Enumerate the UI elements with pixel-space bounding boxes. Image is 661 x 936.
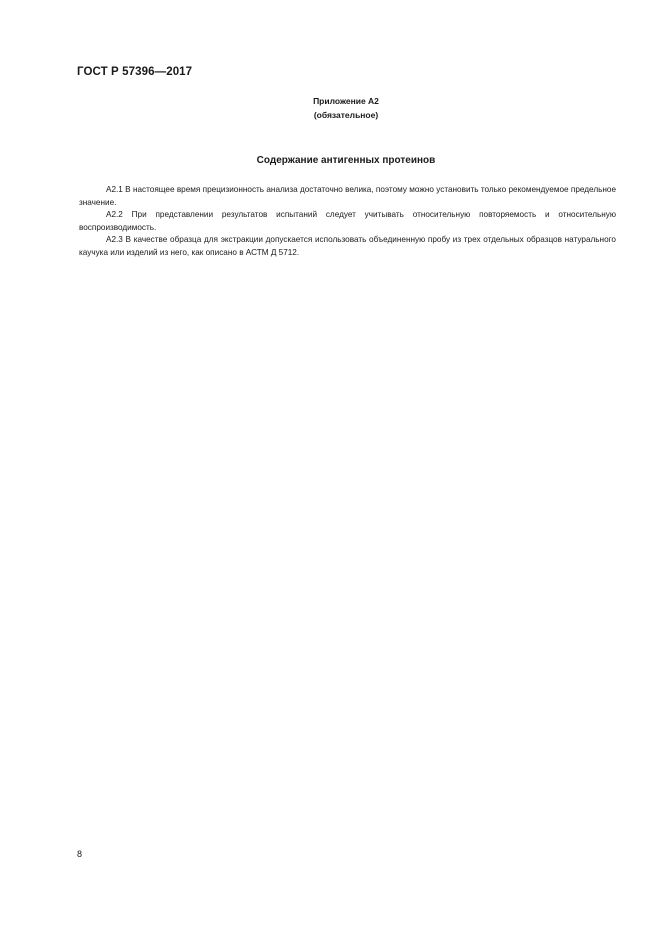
appendix-subtitle: (обязательное): [313, 110, 379, 120]
page-number: 8: [77, 849, 83, 859]
section-title: Содержание антигенных протеинов: [256, 155, 436, 166]
standard-designation: ГОСТ Р 57396—2017: [77, 66, 193, 78]
appendix-title: Приложение А2: [313, 96, 379, 106]
paragraph-a2-1: А2.1 В настоящее время прецизионность анализа достаточно велика, поэтому можно установить только рекомендуемое предельное значение.: [79, 185, 616, 207]
paragraph-a2-3: А2.3 В качестве образца для экстракции допускается использовать объединенную пробу из трех отдельных образцов натурального каучука или изделий из него, как описано в АСТМ Д 5712.: [79, 235, 616, 257]
body-text: [79, 184, 616, 260]
appendix-heading: [0, 94, 661, 122]
paragraph-a2-2: А2.2 При представлении результатов испытаний следует учитывать относительную повторяемость и относительную воспроизводимость.: [79, 210, 616, 232]
